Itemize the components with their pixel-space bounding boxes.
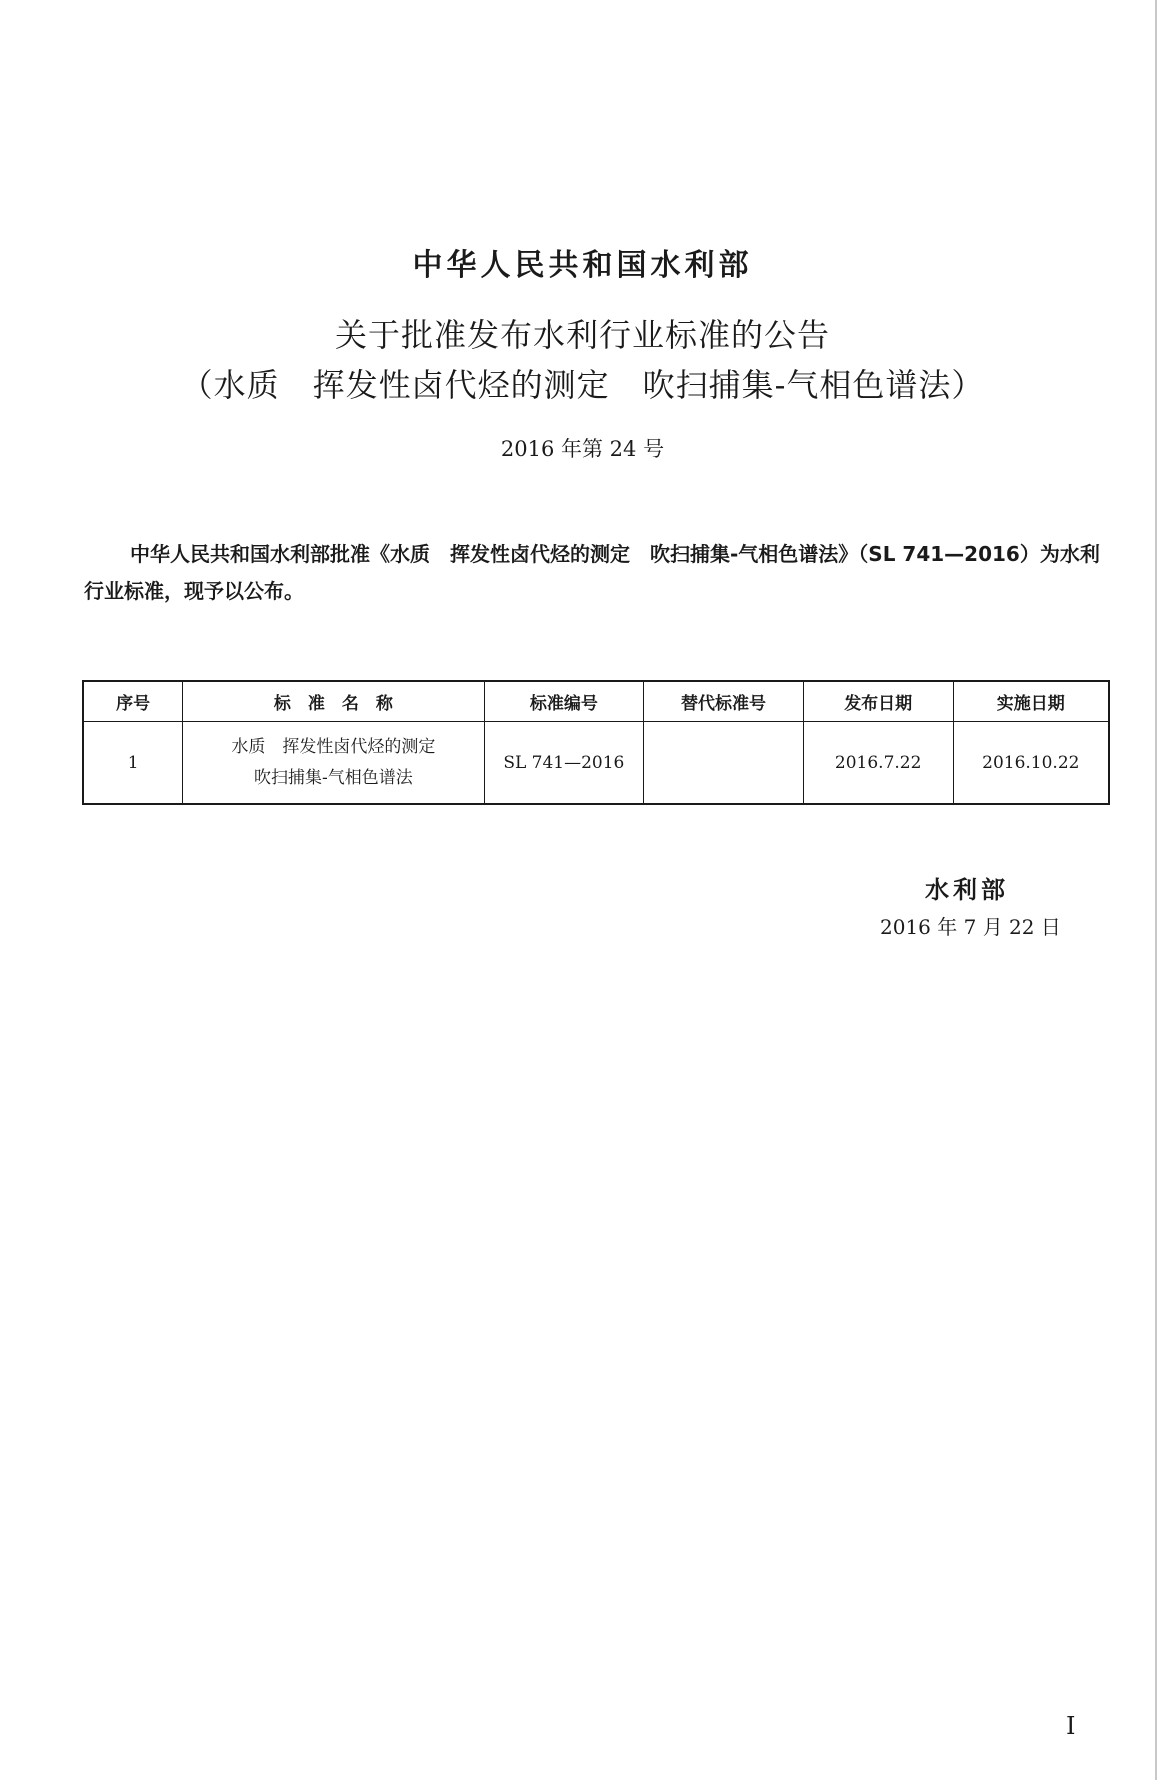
table-header-row: [83, 681, 1109, 722]
signature-org: 水利部: [925, 876, 1009, 904]
page-number: Ⅰ: [1066, 1712, 1076, 1740]
notice-title: 关于批准发布水利行业标准的公告: [334, 316, 830, 354]
standard-name-line-2: 吹扫捕集-气相色谱法: [254, 767, 413, 788]
standard-name-line-1: 水质 挥发性卤代烃的测定: [231, 736, 436, 757]
table-row: [83, 722, 1109, 805]
col-header-name: 标 准 名 称: [183, 681, 484, 722]
cell-effective-date: 2016.10.22: [953, 722, 1109, 805]
notice-body-paragraph: 中华人民共和国水利部批准《水质 挥发性卤代烃的测定 吹扫捕集-气相色谱法》（SL 741—2016）为水利行业标准，现予以公布。: [84, 542, 1100, 603]
signature-date: 2016 年 7 月 22 日: [880, 915, 1061, 939]
col-header-publish-date: 发布日期: [803, 681, 953, 722]
cell-standard-name: [183, 722, 484, 805]
cell-seq: 1: [83, 722, 183, 805]
cell-publish-date: 2016.7.22: [803, 722, 953, 805]
notice-subtitle: （水质 挥发性卤代烃的测定 吹扫捕集-气相色谱法）: [180, 366, 985, 404]
col-header-code: 标准编号: [484, 681, 644, 722]
col-header-effective-date: 实施日期: [953, 681, 1109, 722]
standards-table: [82, 680, 1110, 805]
cell-replaces: [644, 722, 804, 805]
cell-standard-code: SL 741—2016: [484, 722, 644, 805]
col-header-replaces: 替代标准号: [644, 681, 804, 722]
col-header-seq: 序号: [83, 681, 183, 722]
ministry-title: 中华人民共和国水利部: [412, 248, 753, 283]
notice-number: 2016 年第 24 号: [500, 437, 665, 461]
